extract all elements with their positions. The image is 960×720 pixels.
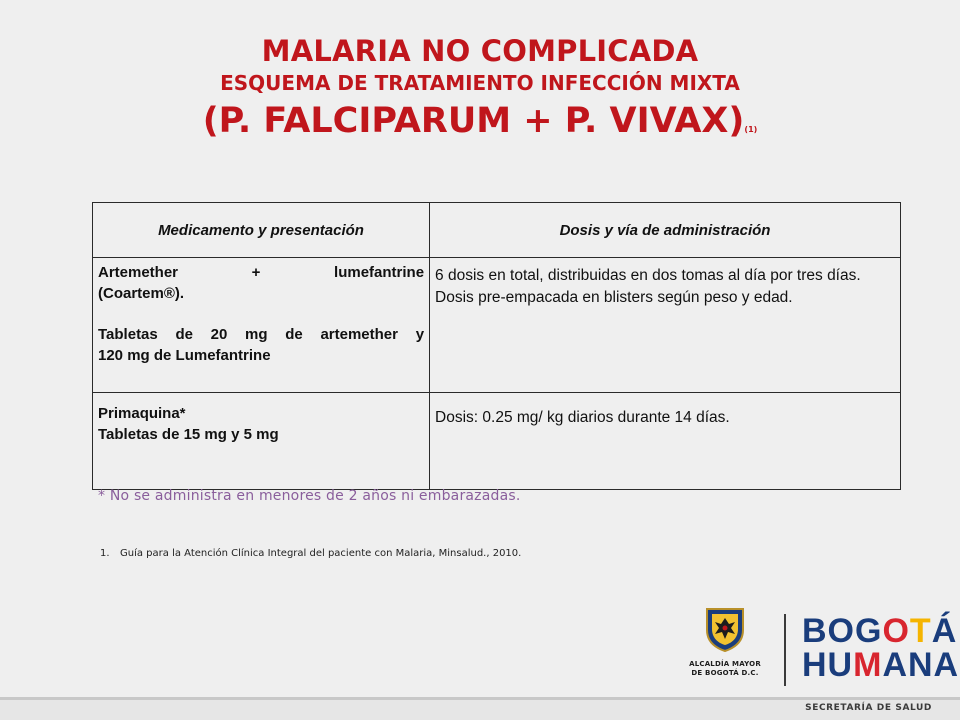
med-name-line: Artemether + lumefantrine <box>98 264 425 281</box>
reference-citation <box>100 548 521 559</box>
alcaldia-line1: ALCALDÍA MAYOR <box>689 660 761 668</box>
cell-medication <box>93 258 430 393</box>
cell-medication <box>93 393 430 490</box>
med-name-line: Primaquina* <box>98 405 186 422</box>
alcaldia-text <box>682 660 768 678</box>
slide-subtitle: ESQUEMA DE TRATAMIENTO INFECCIÓN MIXTA <box>220 71 740 95</box>
slide-heading-species <box>0 98 960 153</box>
dose-text: 6 dosis en total, distribuidas en dos tomas al día por tres días. <box>435 267 861 284</box>
bogota-word: BOGOTÁ <box>802 612 958 650</box>
logo-divider <box>784 614 786 686</box>
table-row <box>93 393 901 490</box>
reference-mark: (1) <box>744 125 758 134</box>
alcaldia-line2: DE BOGOTÁ D.C. <box>691 669 759 677</box>
slide-title: MALARIA NO COMPLICADA <box>261 34 699 68</box>
title-block <box>0 34 960 153</box>
alcaldia-logo <box>682 606 768 686</box>
species-text: (P. FALCIPARUM + P. VIVAX) <box>202 101 745 141</box>
med-presentation-line: Tabletas de 15 mg y 5 mg <box>98 426 279 443</box>
reference-text: Guía para la Atención Clínica Integral del paciente con Malaria, Minsalud., 2010. <box>120 548 522 559</box>
header-dosis: Dosis y vía de administración <box>430 203 901 258</box>
coat-of-arms-icon <box>704 606 746 652</box>
dose-text: Dosis: 0.25 mg/ kg diarios durante 14 días. <box>435 409 730 426</box>
table-row <box>93 258 901 393</box>
treatment-table <box>92 202 901 490</box>
humana-word: HUMANA <box>802 646 960 684</box>
med-presentation-line: Tabletas de 20 mg de artemether y <box>98 326 425 343</box>
reference-number: 1. <box>100 548 110 559</box>
dose-text-2: Dosis pre-empacada en blisters según peso y edad. <box>435 289 793 306</box>
header-medicamento: Medicamento y presentación <box>93 203 430 258</box>
med-brand-line: (Coartem®). <box>98 285 185 302</box>
secretaria-label: SECRETARÍA DE SALUD <box>805 703 932 713</box>
bogota-humana-logo <box>802 612 960 686</box>
footnote: * No se administra en menores de 2 años ni embarazadas. <box>98 488 521 504</box>
table-header-row <box>93 203 901 258</box>
cell-dose <box>430 258 901 393</box>
cell-dose <box>430 393 901 490</box>
med-presentation-line-2: 120 mg de Lumefantrine <box>98 347 271 364</box>
